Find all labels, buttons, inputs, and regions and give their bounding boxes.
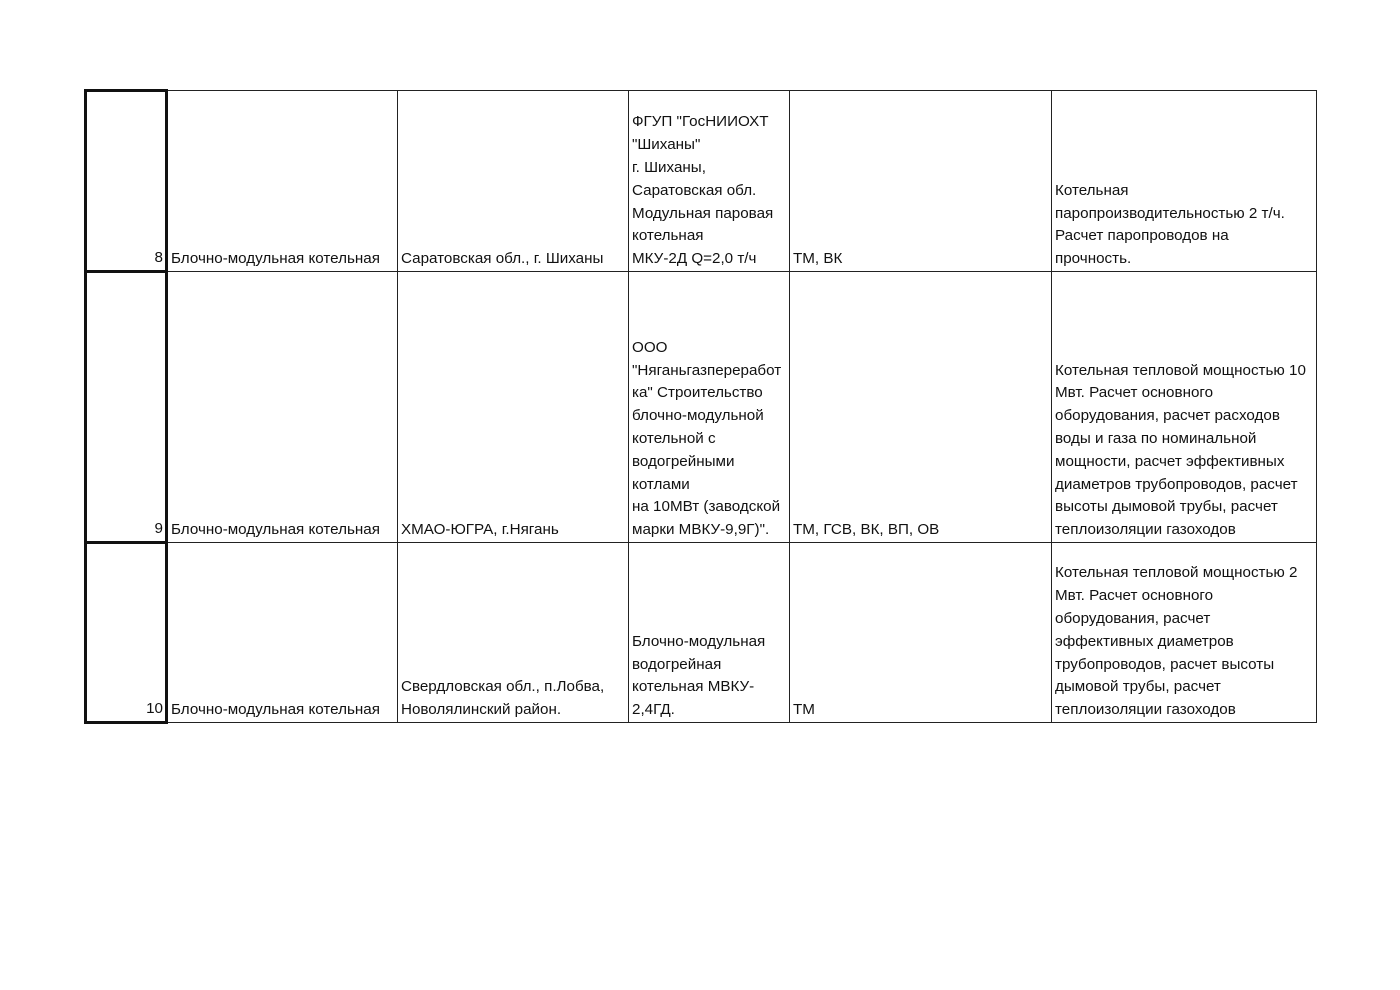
description-cell: Котельная тепловой мощностью 2 Мвт. Расчет основного оборудования, расчет эффективных диаметров трубопроводов, расчет высоты дымовой трубы, расчет теплоизоляции газоходов xyxy=(1052,543,1317,723)
table-row xyxy=(86,543,1317,723)
location-cell: Саратовская обл., г. Шиханы xyxy=(398,91,629,272)
location-cell: ХМАО-ЮГРА, г.Нягань xyxy=(398,272,629,543)
location-cell: Свердловская обл., п.Лобва, Новолялинский район. xyxy=(398,543,629,723)
customer-cell: ФГУП "ГосНИИОХТ "Шиханы" г. Шиханы, Саратовская обл. Модульная паровая котельная МКУ-2Д Q=2,0 т/ч xyxy=(629,91,790,272)
table-row xyxy=(86,272,1317,543)
sections-cell: ТМ, ВК xyxy=(790,91,1052,272)
sections-cell: ТМ, ГСВ, ВК, ВП, ОВ xyxy=(790,272,1052,543)
customer-cell: ООО "Няганьгазпереработ ка" Строительство блочно-модульной котельной с водогрейными котлами на 10МВт (заводской марки МВКУ-9,9Г)". xyxy=(629,272,790,543)
row-number-cell: 9 xyxy=(86,272,167,543)
customer-cell: Блочно-модульная водогрейная котельная МВКУ- 2,4ГД. xyxy=(629,543,790,723)
object-type-cell: Блочно-модульная котельная xyxy=(167,272,398,543)
object-type-cell: Блочно-модульная котельная xyxy=(167,543,398,723)
row-number-cell: 8 xyxy=(86,91,167,272)
description-cell: Котельная тепловой мощностью 10 Мвт. Расчет основного оборудования, расчет расходов воды и газа по номинальной мощности, расчет эффективных диаметров трубопроводов, расчет высоты дымовой трубы, расчет теплоизоляции газоходов xyxy=(1052,272,1317,543)
object-type-cell: Блочно-модульная котельная xyxy=(167,91,398,272)
objects-table xyxy=(84,89,1317,724)
sections-cell: ТМ xyxy=(790,543,1052,723)
description-cell: Котельная паропроизводительностью 2 т/ч. Расчет паропроводов на прочность. xyxy=(1052,91,1317,272)
table-row xyxy=(86,91,1317,272)
row-number-cell: 10 xyxy=(86,543,167,723)
